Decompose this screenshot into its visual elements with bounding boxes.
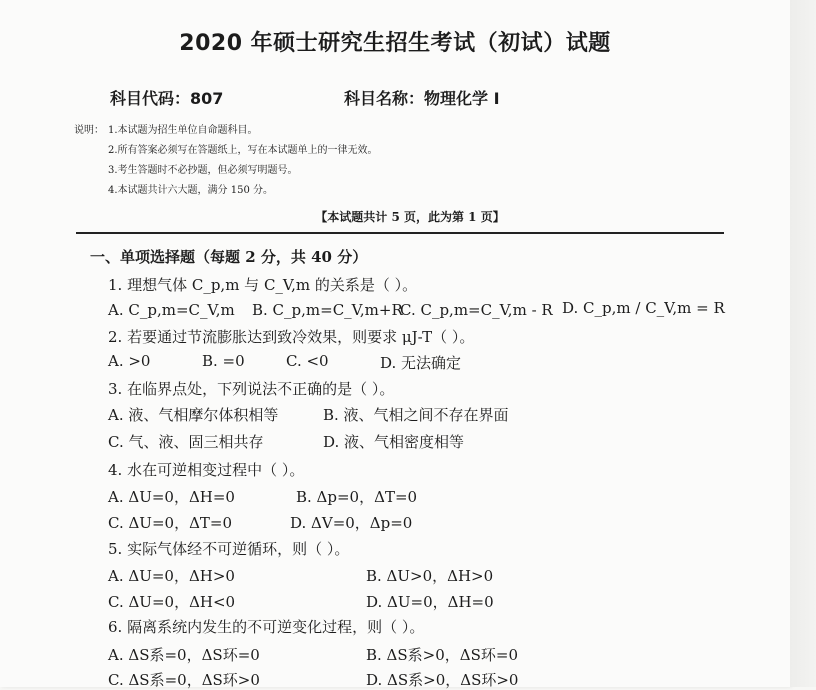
section-heading: 一、单项选择题（每题 2 分，共 40 分） (90, 248, 368, 266)
option: A. >0 (108, 352, 151, 370)
option: B. C_p,m=C_V,m+R (252, 301, 403, 319)
option: B. 液、气相之间不存在界面 (323, 406, 509, 424)
option: C. C_p,m=C_V,m - R (400, 301, 553, 319)
option: D. C_p,m / C_V,m = R (562, 299, 725, 317)
option: A. ΔU=0，ΔH=0 (108, 488, 235, 506)
instruction-item: 2.所有答案必须写在答题纸上，写在本试题单上的一律无效。 (108, 145, 378, 156)
instructions (74, 121, 378, 201)
option: C. ΔU=0，ΔH<0 (108, 593, 236, 611)
option: C. <0 (286, 352, 329, 370)
option: A. 液、气相摩尔体积相等 (108, 406, 279, 424)
option: C. ΔU=0，ΔT=0 (108, 514, 233, 532)
instruction-item: 1.本试题为招生单位自命题科目。 (108, 125, 258, 136)
question-stem: 6. 隔离系统内发生的不可逆变化过程，则（ ）。 (108, 618, 425, 636)
exam-title: 2020 年硕士研究生招生考试（初试）试题 (179, 31, 611, 56)
option: C. 气、液、固三相共存 (108, 433, 264, 451)
option: C. ΔS系=0，ΔS环>0 (108, 671, 260, 689)
option: D. 无法确定 (380, 354, 462, 372)
option: A. ΔU=0，ΔH>0 (108, 567, 235, 585)
question-stem: 3. 在临界点处，下列说法不正确的是（ ）。 (108, 380, 395, 398)
page-edge (790, 0, 816, 687)
option: B. ΔS系>0，ΔS环=0 (366, 646, 518, 664)
question-stem: 2. 若要通过节流膨胀达到致冷效果，则要求 μJ-T（ ）。 (108, 328, 475, 346)
option: B. Δp=0，ΔT=0 (296, 488, 418, 506)
option: D. ΔU=0，ΔH=0 (366, 593, 494, 611)
divider (76, 232, 724, 234)
question-stem: 5. 实际气体经不可逆循环，则（ ）。 (108, 540, 350, 558)
option: A. C_p,m=C_V,m (108, 301, 235, 319)
instruction-item: 4.本试题共计六大题，满分 150 分。 (108, 185, 273, 196)
option: D. ΔS系>0，ΔS环>0 (366, 671, 519, 689)
option: B. =0 (202, 352, 245, 370)
option: A. ΔS系=0，ΔS环=0 (108, 646, 260, 664)
subject-code: 科目代码：807 (110, 89, 224, 108)
question-stem: 1. 理想气体 C_p,m 与 C_V,m 的关系是（ ）。 (108, 276, 418, 294)
question-stem: 4. 水在可逆相变过程中（ ）。 (108, 461, 305, 479)
subject-name: 科目名称：物理化学 I (344, 89, 500, 108)
option: D. 液、气相密度相等 (323, 433, 465, 451)
option: B. ΔU>0，ΔH>0 (366, 567, 494, 585)
page-count: 【本试题共计 5 页，此为第 1 页】 (315, 210, 505, 224)
instruction-item: 3.考生答题时不必抄题，但必须写明题号。 (108, 165, 298, 176)
instructions-label: 说明： (74, 125, 104, 136)
option: D. ΔV=0，Δp=0 (290, 514, 413, 532)
